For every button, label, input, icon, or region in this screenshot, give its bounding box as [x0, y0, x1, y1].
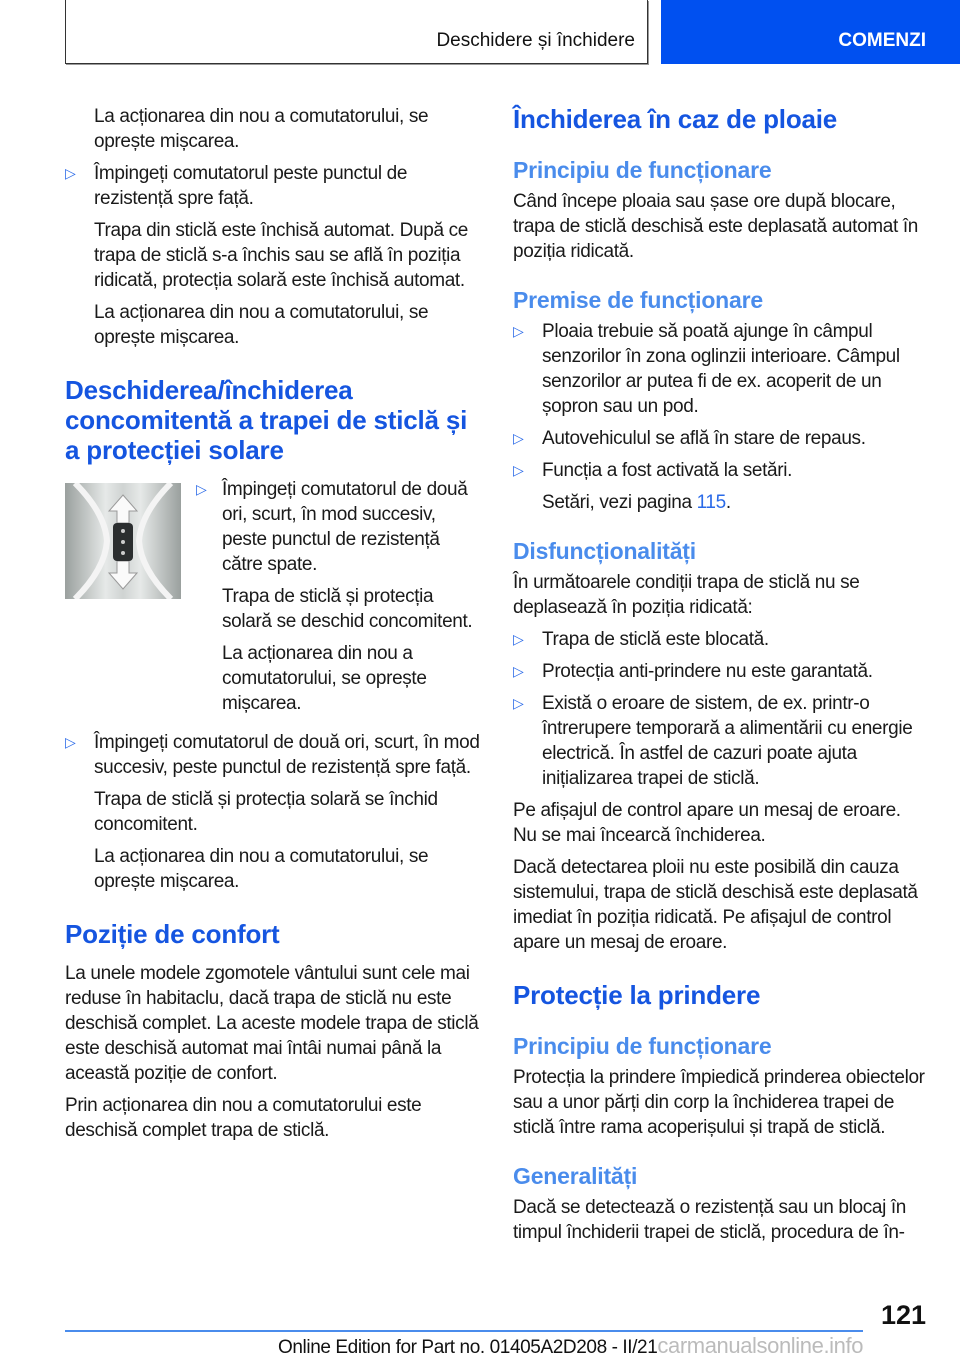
paragraph: Pe afișajul de control apare un mesaj de eroare. Nu se mai încearcă închiderea.: [513, 800, 901, 846]
header-section-box: [65, 0, 648, 64]
bullet-text: Împingeți comutatorul peste punctul de rezistență spre față.: [94, 163, 408, 209]
paragraph: În următoarele condiții trapa de sticlă nu se deplasează în poziția ridicată:: [513, 572, 860, 618]
bullet-text: Autovehiculul se află în stare de repaus.: [542, 428, 866, 449]
left-column: [65, 104, 481, 1150]
section-heading: Protecție la prindere: [513, 980, 761, 1010]
bullet-triangle-icon: ▷: [65, 165, 76, 181]
bullet-item: [513, 691, 927, 791]
cross-reference: [542, 490, 927, 515]
bullet-triangle-icon: ▷: [513, 631, 524, 647]
edition-text: Online Edition for Part no. 01405A2D208 - II/21: [278, 1337, 658, 1358]
chapter-tab-label: COMENZI: [838, 30, 926, 51]
indented-paragraph: Trapa de sticlă și protecția solară se închid concomitent.: [94, 789, 438, 835]
sunroof-switch-image: [65, 483, 181, 599]
indented-paragraph: Trapa de sticlă și protecția solară se deschid concomitent.: [222, 586, 473, 632]
section-heading: Deschiderea/închiderea concomitentă a trapei de sticlă și a protecției solare: [65, 375, 468, 465]
subsection-heading: Disfuncționalități: [513, 538, 696, 564]
page-link[interactable]: 115: [696, 492, 726, 513]
subsection-heading: Generalități: [513, 1163, 638, 1189]
paragraph: Protecția la prindere împiedică prinderea obiectelor sau a unor părți din corp la închiderea trapei de sticlă între rama acoperișului și trapă de sticlă.: [513, 1067, 925, 1138]
bullet-item: [513, 319, 927, 419]
indented-paragraph: Trapa din sticlă este închisă automat. După ce trapa de sticlă s-a închis sau se află în poziția ridicată, protecția solară este închisă automat.: [94, 220, 468, 291]
subsection-heading: Principiu de funcționare: [513, 157, 772, 183]
paragraph: Dacă se detectează o rezistență sau un blocaj în timpul închiderii trapei de sticlă, procedura de în-: [513, 1197, 907, 1243]
bullet-triangle-icon: ▷: [513, 462, 524, 478]
indented-paragraph: La acționarea din nou a comutatorului, se oprește mișcarea.: [222, 643, 427, 714]
bullet-text: Funcția a fost activată la setări.: [542, 460, 792, 481]
bullet-item: [513, 458, 927, 483]
bullet-triangle-icon: ▷: [196, 481, 207, 497]
bullet-item: [513, 627, 927, 652]
figure-text: [196, 477, 481, 723]
bullet-item: [513, 659, 927, 684]
paragraph: La unele modele zgomotele vântului sunt cele mai reduse în habitaclu, dacă trapa de sticlă nu este deschisă complet. La aceste modele trapa de sticlă este deschisă automat mai întâi numai până la această poziție de confort.: [65, 963, 479, 1084]
section-title: Deschidere și închidere: [436, 30, 635, 51]
bullet-item: [65, 161, 481, 211]
reference-text: Setări, vezi pagina: [542, 492, 697, 513]
figure-row: [65, 477, 481, 723]
bullet-text: Protecția anti-prindere nu este garantată.: [542, 661, 873, 682]
paragraph: Când începe ploaia sau șase ore după blocare, trapa de sticlă deschisă este deplasată automat în poziția ridicată.: [513, 191, 918, 262]
bullet-text: Împingeți comutatorul de două ori, scurt, în mod succesiv, peste punctul de rezistență către spate.: [222, 479, 468, 575]
section-heading: Închiderea în caz de ploaie: [513, 104, 838, 134]
bullet-triangle-icon: ▷: [513, 323, 524, 339]
subsection-heading: Principiu de funcționare: [513, 1033, 772, 1059]
bullet-item: [513, 426, 927, 451]
bullet-triangle-icon: ▷: [65, 734, 76, 750]
indented-paragraph: La acționarea din nou a comutatorului, se oprește mișcarea.: [94, 106, 429, 152]
footer: [278, 1333, 863, 1359]
subsection-heading: Premise de funcționare: [513, 287, 763, 313]
chapter-tab[interactable]: [661, 0, 960, 64]
right-column: [513, 104, 927, 1252]
page-number: 121: [880, 1300, 926, 1330]
bullet-text: Ploaia trebuie să poată ajunge în câmpul senzorilor în zona oglinzii interioare. Câmpul senzorilor ar putea fi de ex. acoperit de un șopron sau un pod.: [542, 321, 900, 417]
bullet-triangle-icon: ▷: [513, 663, 524, 679]
paragraph: Prin acționarea din nou a comutatorului este deschisă complet trapa de sticlă.: [65, 1095, 422, 1141]
bullet-text: Împingeți comutatorul de două ori, scurt, în mod succesiv, peste punctul de rezistență spre față.: [94, 732, 480, 778]
reference-punct: .: [725, 492, 731, 513]
bullet-text: Există o eroare de sistem, de ex. printr-o întrerupere temporară a alimentării cu energie electrică. În astfel de cazuri poate ajuta inițializarea trapei de sticlă.: [542, 693, 913, 789]
indented-paragraph: La acționarea din nou a comutatorului, se oprește mișcarea.: [94, 846, 429, 892]
bullet-item: [65, 730, 481, 780]
bullet-triangle-icon: ▷: [513, 695, 524, 711]
footer-divider: [65, 1330, 863, 1332]
watermark: carmanualsonline.info: [657, 1333, 864, 1358]
bullet-triangle-icon: ▷: [513, 430, 524, 446]
bullet-text: Trapa de sticlă este blocată.: [542, 629, 769, 650]
bullet-item: [196, 477, 481, 577]
section-heading: Poziție de confort: [65, 919, 280, 949]
paragraph: Dacă detectarea ploii nu este posibilă din cauza sistemului, trapa de sticlă deschisă este deplasată imediat în poziția ridicată. Pe afișajul de control apare un mesaj de eroare.: [513, 857, 918, 953]
indented-paragraph: La acționarea din nou a comutatorului, se oprește mișcarea.: [94, 302, 429, 348]
